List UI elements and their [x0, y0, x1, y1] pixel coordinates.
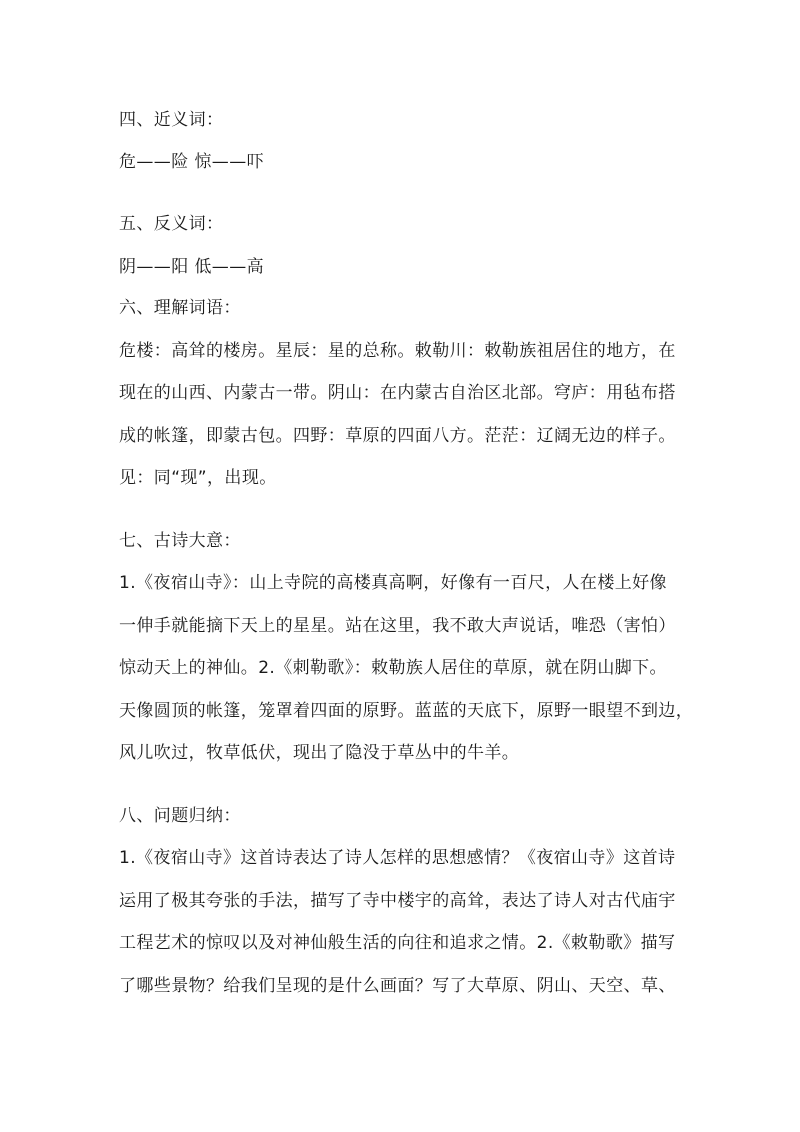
heading-antonyms: 五、反义词： — [119, 214, 224, 234]
questions-line-1: 1.《夜宿山寺》这首诗表达了诗人怎样的思想感情？《夜宿山寺》这首诗 — [119, 848, 676, 868]
poem-meaning-line-4: 天像圆顶的帐篷，笼罩着四面的原野。蓝蓝的天底下，原野一眼望不到边， — [119, 701, 694, 721]
antonym-pairs: 阴——阳 低——高 — [119, 257, 265, 277]
vocabulary-line-1: 危楼：高耸的楼房。星辰：星的总称。敕勒川：敕勒族祖居住的地方，在 — [119, 341, 676, 361]
vocabulary-line-4: 见：同“现”，出现。 — [119, 468, 277, 488]
poem-meaning-line-5: 风儿吹过，牧草低伏，现出了隐没于草丛中的牛羊。 — [119, 743, 520, 763]
poem-meaning-line-2: 一伸手就能摘下天上的星星。站在这里，我不敢大声说话，唯恐（害怕） — [119, 616, 676, 636]
heading-questions: 八、问题归纳： — [119, 806, 241, 826]
questions-line-3: 工程艺术的惊叹以及对神仙般生活的向往和追求之情。2.《敕勒歌》描写 — [119, 933, 676, 953]
vocabulary-line-2: 现在的山西、内蒙古一带。阴山：在内蒙古自治区北部。穹庐：用毡布搭 — [119, 383, 676, 403]
questions-line-4: 了哪些景物？给我们呈现的是什么画面？写了大草原、阴山、天空、草、 — [119, 976, 676, 996]
synonym-pairs: 危——险 惊——吓 — [119, 152, 265, 172]
poem-meaning-line-3: 惊动天上的神仙。2.《刺勒歌》：敕勒族人居住的草原，就在阴山脚下。 — [119, 658, 667, 678]
questions-line-2: 运用了极其夸张的手法，描写了寺中楼宇的高耸，表达了诗人对古代庙宇 — [119, 891, 676, 911]
heading-vocabulary: 六、理解词语： — [119, 298, 241, 318]
heading-poem-meaning: 七、古诗大意： — [119, 531, 241, 551]
poem-meaning-line-1: 1.《夜宿山寺》：山上寺院的高楼真高啊，好像有一百尺，人在楼上好像 — [119, 573, 667, 593]
heading-synonyms: 四、近义词： — [119, 110, 224, 130]
vocabulary-line-3: 成的帐篷，即蒙古包。四野：草原的四面八方。茫茫：辽阔无边的样子。 — [119, 426, 676, 446]
